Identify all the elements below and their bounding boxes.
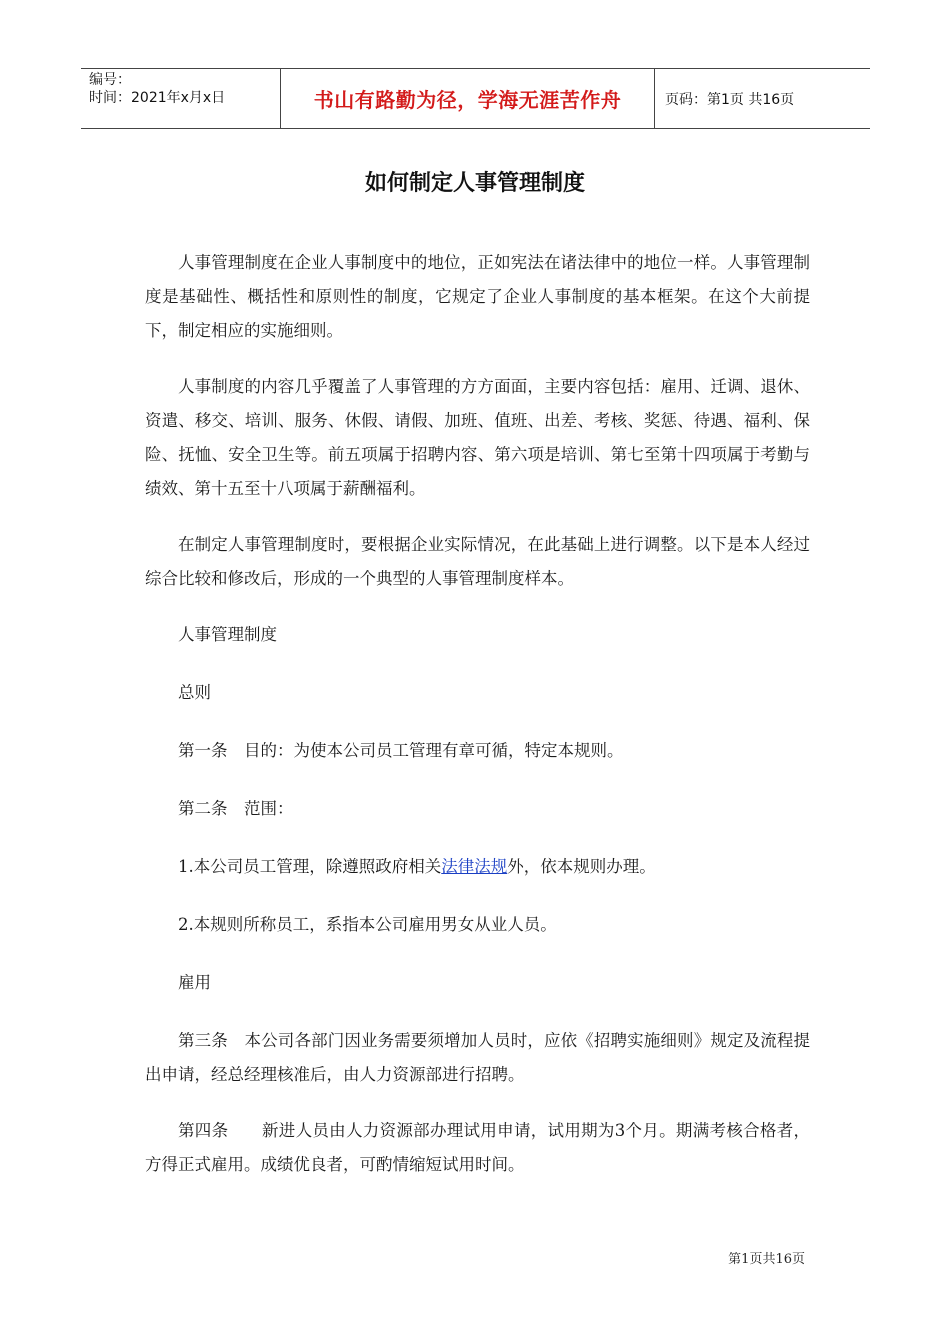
paragraph-2: 人事制度的内容几乎覆盖了人事管理的方方面面，主要内容包括：雇用、迁调、退休、资遣、移交、培训、服务、休假、请假、加班、值班、出差、考核、奖惩、待遇、福利、保险、抚恤、安全卫生等。前五项属于招聘内容、第六项是培训、第七至第十四项属于考勤与绩效、第十五至十八项属于薪酬福利。 xyxy=(145,377,810,498)
article-2: 第二条 范围： xyxy=(178,799,294,818)
section-heading-hr-system: 人事管理制度 xyxy=(178,625,277,644)
header-meta-cell xyxy=(81,69,281,128)
article-1: 第一条 目的：为使本公司员工管理有章可循，特定本规则。 xyxy=(178,741,624,760)
document-body xyxy=(145,246,810,1204)
header-page-info: 页码：第1页 共16页 xyxy=(665,91,795,108)
item-1-text-before: 1.本公司员工管理，除遵照政府相关 xyxy=(178,857,442,876)
article-2-item-1 xyxy=(145,850,810,884)
section-heading-general: 总则 xyxy=(178,683,211,702)
article-2-item-2: 2.本规则所称员工，系指本公司雇用男女从业人员。 xyxy=(178,915,557,934)
header-time-label: 时间：2021年x月x日 xyxy=(89,90,226,106)
laws-regulations-link[interactable]: 法律法规 xyxy=(441,857,508,876)
paragraph-1: 人事管理制度在企业人事制度中的地位，正如宪法在诸法律中的地位一样。人事管理制度是基础性、概括性和原则性的制度，它规定了企业人事制度的基本框架。在这个大前提下，制定相应的实施细则。 xyxy=(145,253,810,340)
document-title: 如何制定人事管理制度 xyxy=(364,171,585,196)
header-number-label: 编号： xyxy=(89,72,131,88)
article-3: 第三条 本公司各部门因业务需要须增加人员时，应依《招聘实施细则》规定及流程提出申请，经总经理核准后，由人力资源部进行招聘。 xyxy=(145,1031,810,1084)
document-header xyxy=(81,68,870,129)
article-4: 第四条 新进人员由人力资源部办理试用申请，试用期为3个月。期满考核合格者，方得正式雇用。成绩优良者，可酌情缩短试用时间。 xyxy=(145,1121,810,1174)
header-motto: 书山有路勤为径，学海无涯苦作舟 xyxy=(281,69,655,128)
page-footer: 第1页共16页 xyxy=(728,1252,805,1267)
paragraph-3: 在制定人事管理制度时，要根据企业实际情况，在此基础上进行调整。以下是本人经过综合比较和修改后，形成的一个典型的人事管理制度样本。 xyxy=(145,535,810,588)
item-1-text-after: 外，依本规则办理。 xyxy=(507,857,656,876)
section-heading-employment: 雇用 xyxy=(178,973,211,992)
